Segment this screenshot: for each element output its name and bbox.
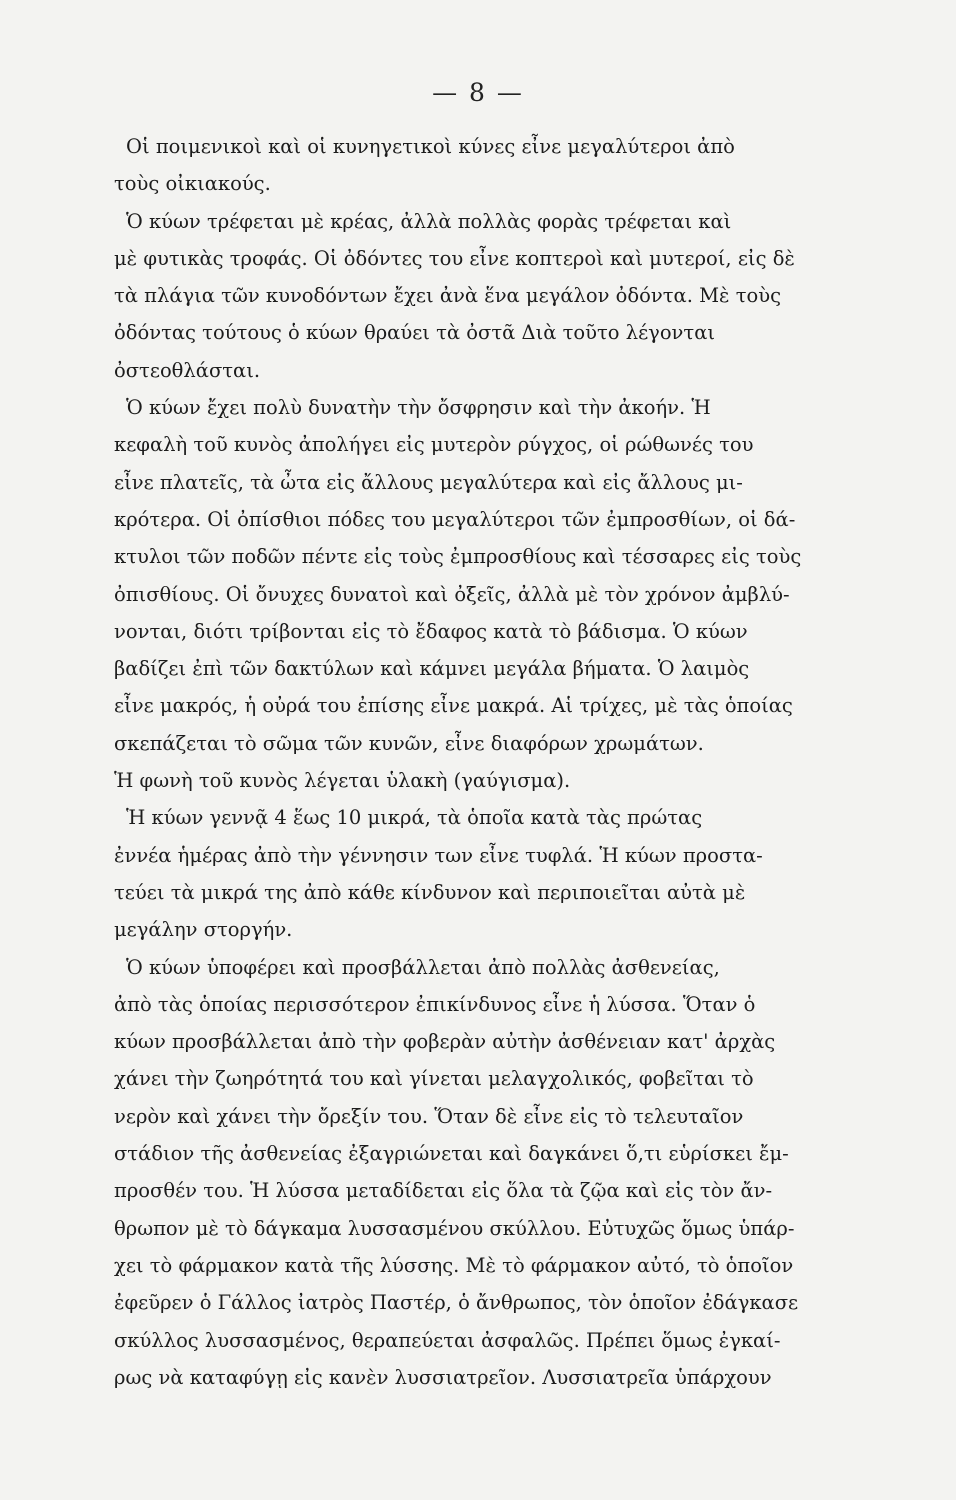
text-line: τεύει τὰ μικρά της ἀπὸ κάθε κίνδυνον καὶ περιποιεῖται αὐτὰ μὲ <box>114 880 746 904</box>
text-line: κρότερα. Οἱ ὀπίσθιοι πόδες του μεγαλύτεροι τῶν ἐμπροσθίων, οἱ δά- <box>114 507 796 531</box>
text-line: Ὁ κύων ὑποφέρει καὶ προσβάλλεται ἀπὸ πολλὰς ἀσθενείας, <box>126 955 720 979</box>
text-line: χάνει τὴν ζωηρότητά του καὶ γίνεται μελαγχολικός, φοβεῖται τὸ <box>114 1067 754 1091</box>
text-line: χει τὸ φάρμακον κατὰ τῆς λύσσης. Μὲ τὸ φάρμακον αὐτό, τὸ ὁποῖον <box>114 1253 794 1277</box>
text-line: ἀπὸ τὰς ὁποίας περισσότερον ἐπικίνδυνος εἶνε ἡ λύσσα. Ὅταν ὁ <box>114 992 756 1016</box>
text-line: τοὺς οἰκιακούς. <box>114 172 271 196</box>
text-line: στάδιον τῆς ἀσθενείας ἐξαγριώνεται καὶ δαγκάνει ὅ,τι εὑρίσκει ἔμ- <box>114 1142 789 1166</box>
text-line: τὰ πλάγια τῶν κυνοδόντων ἔχει ἀνὰ ἕνα μεγάλον ὀδόντα. Μὲ τοὺς <box>114 284 782 308</box>
text-line: ἐφεῦρεν ὁ Γάλλος ἰατρὸς Παστέρ, ὁ ἄνθρωπος, τὸν ὁποῖον ἐδάγκασε <box>114 1291 799 1315</box>
text-line: θρωπον μὲ τὸ δάγκαμα λυσσασμένου σκύλλου. Εὐτυχῶς ὅμως ὑπάρ- <box>114 1216 795 1240</box>
text-line: ὀπισθίους. Οἱ ὄνυχες δυνατοὶ καὶ ὀξεῖς, ἀλλὰ μὲ τὸν χρόνον ἀμβλύ- <box>114 582 790 606</box>
text-line: σκεπάζεται τὸ σῶμα τῶν κυνῶν, εἶνε διαφόρων χρωμάτων. <box>114 731 704 755</box>
text-line: ὀδόντας τούτους ὁ κύων θραύει τὰ ὀστᾶ Διὰ τοῦτο λέγονται <box>114 321 716 345</box>
text-line: εἶνε μακρός, ἡ οὐρά του ἐπίσης εἶνε μακρά. Αἱ τρίχες, μὲ τὰς ὁποίας <box>114 694 793 718</box>
text-line: Ἡ κύων γεννᾷ 4 ἕως 10 μικρά, τὰ ὁποῖα κατὰ τὰς πρώτας <box>126 806 703 830</box>
text-line: ρως νὰ καταφύγῃ εἰς κανὲν λυσσιατρεῖον. Λυσσιατρεῖα ὑπάρχουν <box>114 1365 772 1389</box>
text-line: βαδίζει ἐπὶ τῶν δακτύλων καὶ κάμνει μεγάλα βήματα. Ὁ λαιμὸς <box>114 657 750 681</box>
text-line: κεφαλὴ τοῦ κυνὸς ἀπολήγει εἰς μυτερὸν ρύγχος, οἱ ρώθωνές του <box>114 433 754 457</box>
text-line: Ὁ κύων ἔχει πολὺ δυνατὴν τὴν ὄσφρησιν καὶ τὴν ἀκοήν. Ἡ <box>126 396 711 420</box>
text-line: ἐννέα ἡμέρας ἀπὸ τὴν γέννησιν των εἶνε τυφλά. Ἡ κύων προστα- <box>114 843 763 867</box>
text-line: προσθέν του. Ἡ λύσσα μεταδίδεται εἰς ὅλα τὰ ζῷα καὶ εἰς τὸν ἄν- <box>114 1179 773 1203</box>
text-line: νονται, διότι τρίβονται εἰς τὸ ἔδαφος κατὰ τὸ βάδισμα. Ὁ κύων <box>114 619 748 643</box>
text-line: κύων προσβάλλεται ἀπὸ τὴν φοβερὰν αὐτὴν ἀσθένειαν κατ' ἀρχὰς <box>114 1030 776 1054</box>
text-line: ὀστεοθλάσται. <box>114 358 261 382</box>
text-line: εἶνε πλατεῖς, τὰ ὦτα εἰς ἄλλους μεγαλύτερα καὶ εἰς ἄλλους μι- <box>114 470 743 494</box>
text-line: Ὁ κύων τρέφεται μὲ κρέας, ἀλλὰ πολλὰς φορὰς τρέφεται καὶ <box>126 209 732 233</box>
text-line: μεγάλην στοργήν. <box>114 918 293 942</box>
text-line: Οἱ ποιμενικοὶ καὶ οἱ κυνηγετικοὶ κύνες εἶνε μεγαλύτεροι ἀπὸ <box>126 135 735 158</box>
text-line: κτυλοι τῶν ποδῶν πέντε εἰς τοὺς ἐμπροσθίους καὶ τέσσαρες εἰς τοὺς <box>114 545 802 569</box>
page-number: — 8 — <box>432 78 524 107</box>
text-line: νερὸν καὶ χάνει τὴν ὄρεξίν του. Ὅταν δὲ εἶνε εἰς τὸ τελευταῖον <box>114 1104 744 1128</box>
text-line: σκύλλος λυσσασμένος, θεραπεύεται ἀσφαλῶς. Πρέπει ὅμως ἐγκαί- <box>114 1328 781 1352</box>
text-line: μὲ φυτικὰς τροφάς. Οἱ ὀδόντες του εἶνε κοπτεροὶ καὶ μυτεροί, εἰς δὲ <box>114 246 795 270</box>
text-line: Ἡ φωνὴ τοῦ κυνὸς λέγεται ὑλακὴ (γαύγισμα). <box>114 769 571 793</box>
body-text <box>114 128 854 1396</box>
